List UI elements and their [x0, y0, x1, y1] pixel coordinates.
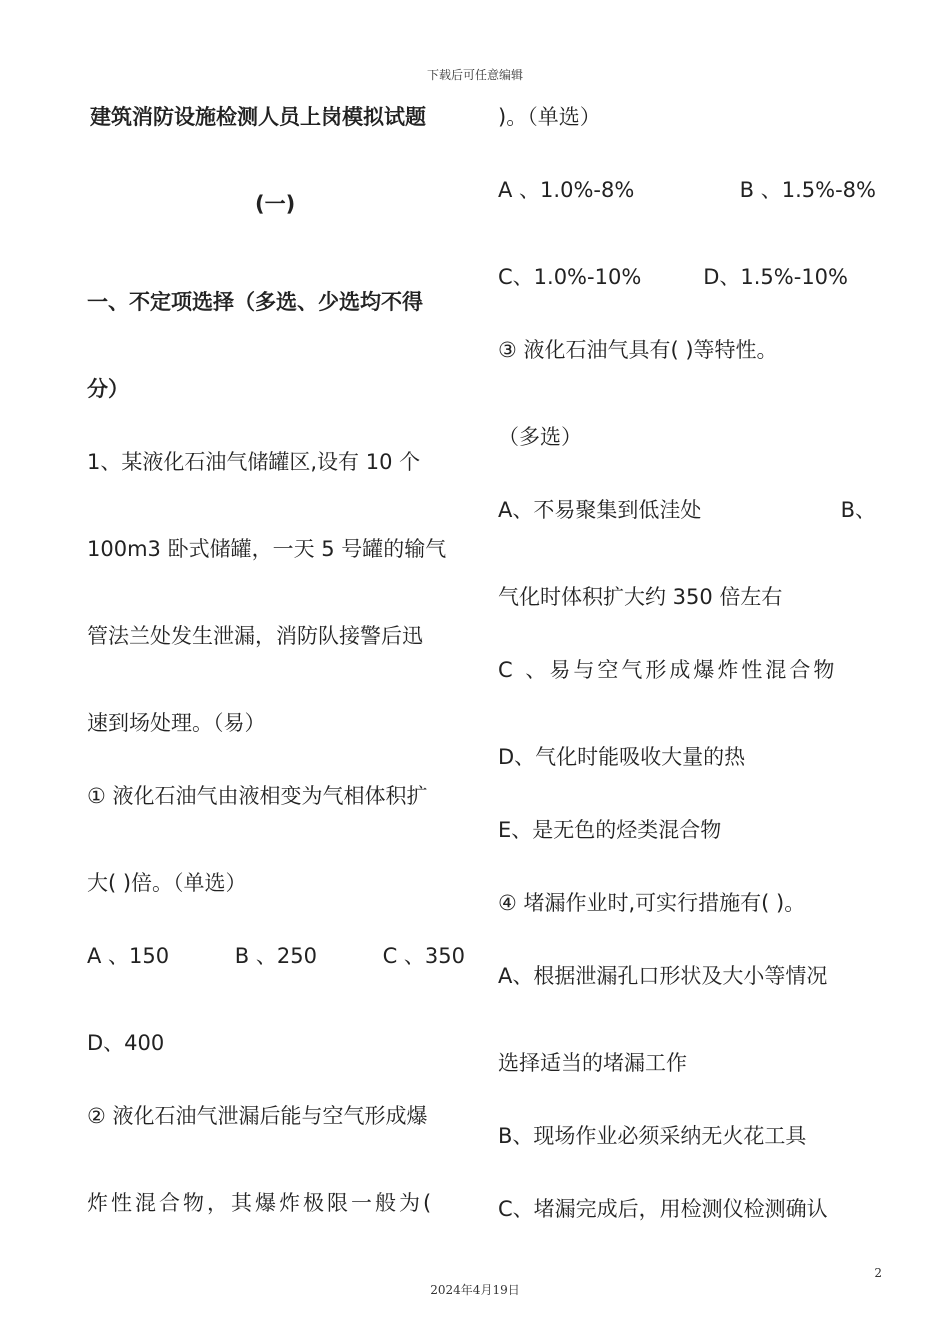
option-c: C、堵漏完成后，用检测仪检测确认 [498, 1197, 828, 1221]
question-1-line: 1、某液化石油气储罐区,设有 10 个 [87, 450, 421, 474]
option-b: B、现场作业必须采纳无火花工具 [498, 1124, 807, 1148]
subquestion-3-line: （多选） [498, 425, 582, 449]
option-a: A、根据泄漏孔口形状及大小等情况 [498, 964, 828, 988]
question-1-line: 管法兰处发生泄漏，消防队接警后迅 [87, 624, 423, 648]
option-a: A、不易聚集到低洼处 [498, 498, 702, 522]
option-d: D、400 [87, 1031, 165, 1055]
document-subtitle: (一) [255, 192, 296, 216]
option-b: B 、250 [234, 944, 317, 968]
page-number: 2 [874, 1266, 882, 1280]
question-1-line: 速到场处理。（易） [87, 711, 266, 735]
subquestion-2-line: 炸性混合物，其爆炸极限一般为( [87, 1191, 435, 1215]
option-b-text: 气化时体积扩大约 350 倍左右 [498, 585, 783, 609]
option-c: C、1.0%-10% [498, 265, 642, 289]
page-header-note: 下载后可任意编辑 [426, 68, 523, 82]
option-d: D、气化时能吸收大量的热 [498, 745, 746, 769]
section-heading-continued: 分） [87, 377, 129, 401]
option-c: C 、350 [382, 944, 465, 968]
subquestion-3-options [498, 496, 876, 524]
subquestion-1-line: 大( )倍。（单选） [87, 871, 247, 895]
subquestion-2-options [498, 263, 848, 291]
question-1-line: 100m3 卧式储罐，一天 5 号罐的输气 [87, 537, 447, 561]
footer-date: 2024年4月19日 [430, 1283, 520, 1297]
option-e: E、是无色的烃类混合物 [498, 818, 722, 842]
document-title: 建筑消防设施检测人员上岗模拟试题 [90, 105, 426, 129]
option-d: D、1.5%-10% [703, 265, 848, 289]
option-a: A 、150 [87, 944, 170, 968]
subquestion-2-line: ② 液化石油气泄漏后能与空气形成爆 [87, 1104, 428, 1128]
option-b: B 、1.5%-8% [739, 178, 876, 202]
option-b: B、 [840, 498, 876, 522]
option-a: A 、1.0%-8% [498, 178, 635, 202]
subquestion-3-line: ③ 液化石油气具有( )等特性。 [498, 338, 778, 362]
option-c: C 、易与空气形成爆炸性混合物 [498, 658, 838, 682]
subquestion-1-line: ① 液化石油气由液相变为气相体积扩 [87, 784, 428, 808]
subquestion-2-line: )。（单选） [498, 105, 601, 129]
subquestion-4-line: ④ 堵漏作业时,可实行措施有( )。 [498, 891, 806, 915]
subquestion-1-options [87, 942, 465, 970]
subquestion-2-options [498, 176, 876, 204]
option-a-continued: 选择适当的堵漏工作 [498, 1051, 687, 1075]
section-heading: 一、不定项选择（多选、少选均不得 [87, 290, 423, 314]
